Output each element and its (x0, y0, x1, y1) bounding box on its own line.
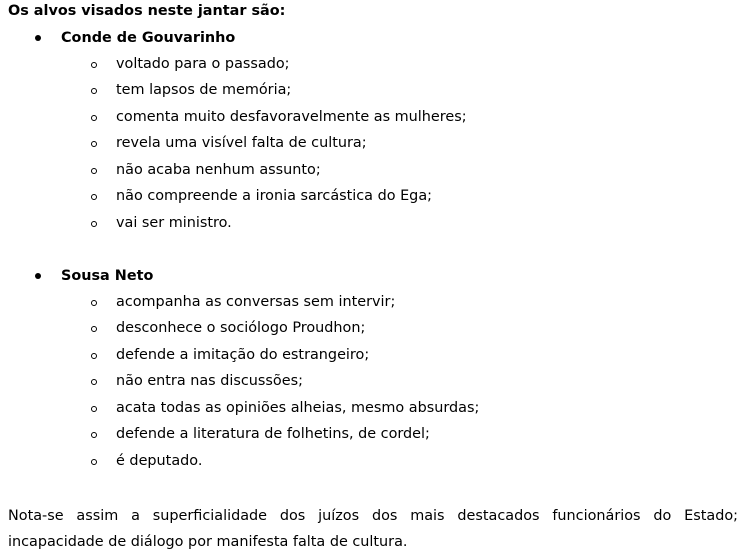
list-item: revela uma visível falta de cultura; (116, 135, 367, 151)
list-item: acompanha as conversas sem intervir; (116, 294, 396, 310)
list-item: acata todas as opiniões alheias, mesmo absurdas; (116, 400, 480, 416)
list-item: desconhece o sociólogo Proudhon; (116, 320, 366, 336)
circle-bullet-icon (91, 326, 97, 332)
circle-bullet-icon (91, 221, 97, 227)
list-item: não acaba nenhum assunto; (116, 162, 321, 178)
list-item: vai ser ministro. (116, 215, 232, 231)
bullet-icon (35, 35, 41, 41)
list-item: defende a literatura de folhetins, de cordel; (116, 426, 430, 442)
circle-bullet-icon (91, 115, 97, 121)
circle-bullet-icon (91, 62, 97, 68)
circle-bullet-icon (91, 168, 97, 174)
bullet-icon (35, 273, 41, 279)
circle-bullet-icon (91, 459, 97, 465)
list-item: voltado para o passado; (116, 56, 290, 72)
list-item: comenta muito desfavoravelmente as mulheres; (116, 109, 467, 125)
circle-bullet-icon (91, 88, 97, 94)
list-item: tem lapsos de memória; (116, 82, 292, 98)
circle-bullet-icon (91, 406, 97, 412)
circle-bullet-icon (91, 379, 97, 385)
list-item: é deputado. (116, 453, 203, 469)
circle-bullet-icon (91, 141, 97, 147)
list-item: defende a imitação do estrangeiro; (116, 347, 370, 363)
circle-bullet-icon (91, 300, 97, 306)
section-title: Conde de Gouvarinho (61, 30, 236, 46)
heading: Os alvos visados neste jantar são: (8, 3, 286, 19)
section-title: Sousa Neto (61, 268, 154, 284)
list-item: não compreende a ironia sarcástica do Ega; (116, 188, 432, 204)
circle-bullet-icon (91, 432, 97, 438)
circle-bullet-icon (91, 194, 97, 200)
list-item: não entra nas discussões; (116, 373, 303, 389)
circle-bullet-icon (91, 353, 97, 359)
note-paragraph: Nota-se assim a superficialidade dos juízos dos mais destacados funcionários do Estado; incapacidade de diálogo por manifesta falta de cultura. (8, 508, 738, 550)
